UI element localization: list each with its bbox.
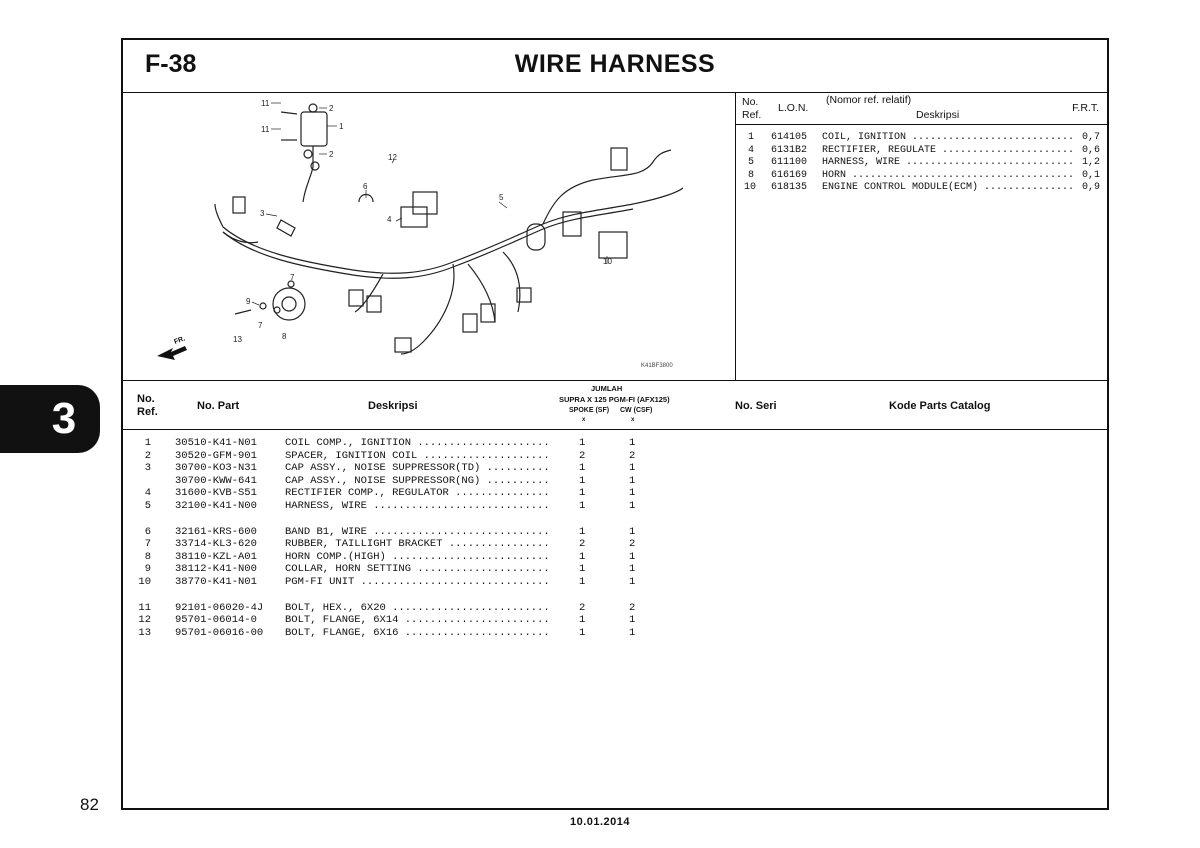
parts-table-row [123, 462, 1107, 475]
parts-cell-part: 31600-KVB-S51 [175, 487, 257, 500]
parts-cell-desc: RUBBER, TAILLIGHT BRACKET ................ [285, 538, 550, 551]
parts-cell-q1: 2 [579, 538, 586, 551]
ref-cell-lon: 616169 [771, 169, 808, 181]
parts-cell-no: 5 [144, 500, 151, 512]
ignition-coil [301, 112, 327, 146]
parts-cell-part: 38112-K41-N00 [175, 563, 257, 576]
parts-cell-q1: 2 [579, 601, 586, 614]
parts-header-x1: x [582, 417, 586, 423]
parts-cell-q2: 2 [629, 538, 636, 551]
parts-cell-part: 32100-K41-N00 [175, 500, 257, 512]
callout-2a: 2 [329, 104, 334, 113]
print-date: 10.01.2014 [569, 816, 631, 828]
ref-table-row [736, 157, 1109, 169]
ref-header-nomor: (Nomor ref. relatif) [826, 94, 912, 106]
callout-7b: 7 [258, 321, 263, 330]
ref-cell-no: 1 [747, 132, 754, 143]
parts-cell-part: 30520-GFM-901 [175, 449, 257, 462]
parts-cell-no: 12 [138, 614, 151, 627]
page-number: 82 [80, 795, 99, 814]
parts-cell-no: 9 [144, 563, 151, 576]
parts-table-row [123, 602, 1107, 615]
parts-cell-q1: 1 [579, 563, 586, 576]
page-title: WIRE HARNESS [514, 50, 716, 78]
parts-cell-desc: BOLT, FLANGE, 6X14 ....................... [285, 614, 550, 627]
parts-cell-part: 38770-K41-N01 [175, 576, 257, 588]
parts-cell-q2: 1 [629, 614, 636, 627]
ref-cell-frt: 1,2 [1081, 157, 1100, 168]
ref-table-row [736, 132, 1109, 144]
parts-cell-desc: CAP ASSY., NOISE SUPPRESSOR(NG) .......... [285, 474, 550, 487]
reference-table [736, 92, 1109, 380]
parts-cell-q2: 1 [629, 550, 636, 563]
parts-cell-q2: 1 [629, 474, 636, 487]
ref-cell-lon: 611100 [771, 157, 808, 168]
parts-cell-q2: 1 [629, 462, 636, 475]
parts-cell-desc: COLLAR, HORN SETTING ..................... [285, 563, 550, 576]
parts-cell-desc: CAP ASSY., NOISE SUPPRESSOR(TD) .......... [285, 462, 550, 475]
parts-cell-part: 95701-06014-0 [175, 614, 257, 627]
parts-cell-desc: SPACER, IGNITION COIL .................... [285, 449, 550, 462]
cylinder-part [527, 224, 545, 250]
parts-cell-q1: 1 [579, 614, 586, 627]
ref-cell-frt: 0,6 [1081, 144, 1100, 156]
ref-cell-desc: HORN ..................................... [822, 169, 1075, 181]
ref-cell-desc: ENGINE CONTROL MODULE(ECM) ............... [822, 182, 1075, 193]
ref-table-row [736, 170, 1109, 182]
ref-cell-frt: 0,1 [1081, 169, 1100, 181]
parts-cell-part: 38110-KZL-A01 [175, 550, 257, 563]
ref-cell-desc: RECTIFIER, REGULATE ...................... [822, 144, 1075, 156]
parts-cell-q2: 2 [629, 449, 636, 462]
parts-cell-desc: HARNESS, WIRE ............................ [285, 500, 550, 512]
ref-cell-lon: 618135 [771, 182, 808, 193]
ref-cell-no: 8 [747, 169, 754, 181]
parts-table-row [123, 450, 1107, 463]
parts-table-header: No. Ref. No. Part Deskripsi JUMLAH SUPRA X 125 PGM-FI (AFX125) SPOKE (SF) CW (CSF) x x No. Seri Kode Parts Catalog [123, 380, 1107, 430]
parts-cell-q1: 1 [579, 626, 586, 639]
parts-cell-q2: 2 [629, 601, 636, 614]
parts-cell-q1: 1 [579, 550, 586, 563]
ref-header-no: No. Ref. [742, 96, 762, 121]
parts-cell-no: 7 [144, 538, 151, 551]
ref-header-deskripsi: Deskripsi [916, 109, 960, 121]
diagram-code: K41BF3800 [641, 363, 673, 369]
parts-cell-no: 13 [138, 626, 151, 639]
parts-cell-no: 2 [144, 449, 151, 462]
ref-cell-frt: 0,7 [1081, 132, 1100, 143]
wire-harness-drawing [123, 92, 735, 380]
parts-cell-q1: 1 [579, 474, 586, 487]
callout-3: 3 [260, 209, 265, 218]
reference-table-header [736, 92, 1109, 125]
chapter-number: 3 [51, 394, 77, 443]
parts-table-row [123, 487, 1107, 500]
chapter-tab [0, 385, 100, 453]
ref-cell-no: 10 [744, 182, 757, 193]
callout-9: 9 [246, 297, 251, 306]
ref-header-lon: L.O.N. [778, 102, 809, 114]
callout-8: 8 [282, 332, 287, 341]
callout-10: 10 [603, 257, 612, 266]
callout-12: 12 [388, 153, 397, 162]
callout-6: 6 [363, 182, 368, 191]
parts-header-cw: CW (CSF) [620, 407, 653, 414]
ref-table-row [736, 145, 1109, 157]
ref-cell-desc: HARNESS, WIRE ............................ [822, 157, 1075, 168]
callout-11b: 11 [261, 125, 270, 134]
parts-cell-q2: 1 [629, 437, 636, 449]
parts-header-part: No. Part [197, 400, 240, 412]
parts-cell-no: 4 [144, 487, 151, 500]
parts-cell-part: 95701-06016-00 [175, 626, 264, 639]
parts-table-row [123, 500, 1107, 513]
parts-table-row [123, 538, 1107, 551]
catalog-frame [121, 38, 1109, 810]
harness-bundle [223, 188, 683, 273]
callout-13: 13 [233, 335, 242, 344]
parts-cell-desc: COIL COMP., IGNITION ..................... [285, 437, 550, 449]
parts-cell-desc: PGM-FI UNIT .............................. [285, 576, 550, 588]
parts-header-kode: Kode Parts Catalog [889, 400, 991, 412]
pgm-fi-unit [599, 232, 627, 258]
parts-cell-q1: 1 [579, 487, 586, 500]
parts-header-spoke: SPOKE (SF) [569, 407, 610, 414]
ref-cell-desc: COIL, IGNITION ........................... [822, 132, 1075, 143]
parts-cell-q2: 1 [629, 487, 636, 500]
parts-header-deskripsi: Deskripsi [368, 400, 418, 412]
parts-cell-q2: 1 [629, 626, 636, 639]
parts-header-x2: x [631, 417, 635, 423]
parts-cell-desc: HORN COMP.(HIGH) ......................... [285, 550, 550, 563]
parts-cell-q2: 1 [629, 563, 636, 576]
parts-table-row [123, 563, 1107, 576]
parts-cell-no: 10 [138, 576, 151, 588]
callout-1: 1 [339, 122, 344, 131]
parts-table-row [123, 437, 1107, 450]
parts-cell-q1: 1 [579, 500, 586, 512]
ref-cell-no: 5 [747, 157, 754, 168]
ref-cell-lon: 614105 [771, 132, 808, 143]
parts-cell-no: 6 [144, 525, 151, 538]
parts-cell-q1: 1 [579, 462, 586, 475]
ref-cell-frt: 0,9 [1081, 182, 1100, 193]
parts-cell-part: 32161-KRS-600 [175, 525, 257, 538]
parts-table-row [123, 627, 1107, 640]
callout-7a: 7 [290, 273, 295, 282]
horn [273, 288, 305, 320]
front-direction-arrow [157, 335, 187, 360]
parts-table-row [123, 526, 1107, 539]
parts-cell-part: 30510-K41-N01 [175, 437, 257, 449]
parts-cell-no: 11 [138, 601, 151, 614]
parts-cell-desc: RECTIFIER COMP., REGULATOR ............... [285, 487, 550, 500]
ref-table-row [736, 182, 1109, 194]
parts-cell-part: 92101-06020-4J [175, 601, 264, 614]
parts-table-row [123, 576, 1107, 589]
exploded-diagram [123, 92, 736, 380]
ref-cell-lon: 6131B2 [771, 144, 808, 156]
parts-table-row [123, 475, 1107, 488]
parts-cell-q2: 1 [629, 500, 636, 512]
parts-table-row [123, 614, 1107, 627]
parts-cell-part: 33714-KL3-620 [175, 538, 257, 551]
parts-header-model: SUPRA X 125 PGM-FI (AFX125) [559, 395, 670, 404]
parts-cell-no: 1 [144, 437, 151, 449]
parts-cell-no: 8 [144, 550, 151, 563]
parts-table-row [123, 551, 1107, 564]
ref-cell-no: 4 [747, 144, 754, 156]
parts-cell-q2: 1 [629, 576, 636, 588]
parts-cell-q1: 1 [579, 525, 586, 538]
parts-cell-desc: BOLT, FLANGE, 6X16 ....................... [285, 626, 550, 639]
parts-cell-q1: 2 [579, 449, 586, 462]
parts-header-seri: No. Seri [735, 400, 777, 412]
callout-4: 4 [387, 215, 392, 224]
rectifier [401, 207, 427, 227]
callout-2b: 2 [329, 150, 334, 159]
callout-11a: 11 [261, 99, 270, 108]
parts-cell-no: 3 [144, 462, 151, 475]
parts-cell-q2: 1 [629, 525, 636, 538]
parts-cell-part: 30700-KO3-N31 [175, 462, 257, 475]
parts-cell-q1: 1 [579, 576, 586, 588]
parts-cell-q1: 1 [579, 437, 586, 449]
parts-header-jumlah: JUMLAH [591, 384, 623, 393]
ref-header-frt: F.R.T. [1072, 102, 1099, 114]
parts-cell-desc: BOLT, HEX., 6X20 ......................... [285, 601, 550, 614]
section-code: F-38 [145, 50, 197, 78]
parts-cell-desc: BAND B1, WIRE ............................ [285, 525, 550, 538]
callout-5: 5 [499, 193, 504, 202]
direction-label: FR. [173, 335, 187, 346]
page-header [123, 40, 1107, 93]
parts-cell-part: 30700-KWW-641 [175, 474, 257, 487]
